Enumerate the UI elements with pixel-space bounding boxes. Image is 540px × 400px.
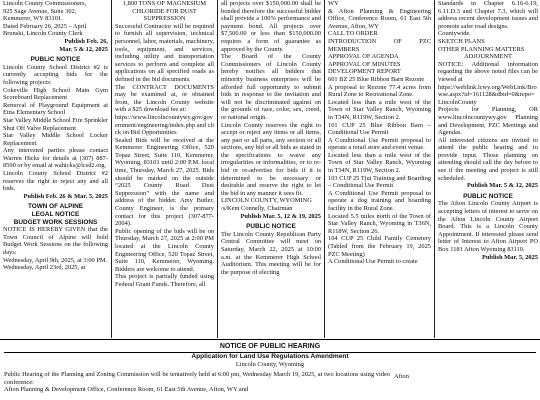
notice-paragraph: Standards in Chapter 6.16-6.19, 6.11.D.3 and Chapter 7.3, which will address recent development issues and promote safer road designs. — [438, 0, 538, 30]
notice-paragraph: Wednesday, April 23rd, 2025, at — [3, 264, 86, 272]
notice-subtitle: Application for Land Use Regulations Amendment — [191, 353, 349, 360]
notice-paragraph: Any interested parties please contact Warren Hicks for details at (307) 887-8590 or by email at wahicks@lcsd2.org. — [3, 147, 108, 170]
notice-paragraph: This project is partially funded using Federal Grant Funds. Therefore, all — [115, 273, 214, 288]
notice-paragraph: Afton Planning & Development Office, Conference Room, 61 East 5th Avenue, Afton, WY and — [4, 386, 249, 394]
publish-date: Publish Mar. 5, 12 & 19, 2025 — [240, 212, 321, 220]
notice-1-tail — [3, 0, 108, 53]
notice-heading: PUBLIC NOTICE — [463, 192, 513, 200]
website-link[interactable]: https://weblink.lcwy.org/WebLink/Browse.aspx?id=161128&dbid=0&repo=LincolnCounty — [438, 83, 537, 106]
project-item: Removal of Playground Equipment at Etna Elementary School — [3, 101, 108, 117]
notice-paragraph: A Conditional Use Permit to create — [328, 258, 418, 266]
website-link[interactable]: https://www.lincolncountywy.gov/government/engineering/index.php and click on Bid Opportunities — [115, 113, 214, 137]
notice-paragraph: Lincoln County School District #2 is currently accepting bids for the following projects: — [3, 63, 108, 86]
notice-paragraph: The Afton Lincoln County Airport is accepting letters of interest to serve on the Afton Lincoln County Airport Board. This is a Lincoln County Appointment. If interested please send letter of Interest to Afton Airport PO Box 1181 Afton Wyoming 83110. — [438, 200, 538, 253]
notice-paragraph: The Lincoln County Republican Party Central Committee will meet on Saturday, March 22, 2025 at 10:00 a.m. at the Kemmerer High School Auditorium. This meeting will be for the purpose of electing — [221, 230, 321, 276]
agenda-item: APPROVAL OF AGENDA — [328, 53, 399, 61]
agenda-item: INTRODUCTION OF PZC MEMBERS — [328, 37, 431, 53]
notice-subtitle-bar — [4, 352, 536, 361]
notice-body — [4, 371, 536, 394]
notice-paragraph: A Conditional Use Permit proposal to operate a retail store and event venue. — [328, 136, 431, 152]
notice-paragraph: Located 5.5 miles north of the Town of Star Valley Ranch, Wyoming in T36N, R118W, Section 26. — [328, 212, 431, 235]
text-line: Lincoln County Commissioners, — [3, 0, 87, 7]
notice-paragraph: & Afton Planning & Engineering Office, Conference Room, 61 East 5th Avenue, Afton, WY — [328, 7, 431, 30]
column-5 — [434, 0, 540, 338]
project-item: Star Valley Middle School Fire Sprinkler Shut Off Valve Replacement — [3, 116, 108, 132]
notice-paragraph: A proposal to Rezone 77.4 acres from Rural Zone to Recreational Zone. — [328, 83, 431, 99]
column-1 — [0, 0, 111, 338]
agenda-item: APPROVAL OF MINUTES — [328, 60, 401, 68]
notice-paragraph: 101 CUP 25 Blue Ribbon Barn – Conditional Use Permit — [328, 121, 431, 137]
notice-paragraph: NOTICE: Additional information regarding the above noted files can be viewed at — [438, 60, 538, 83]
project-title-line: SUPPRESSION — [143, 15, 186, 23]
notice-paragraph: 104 CUP 25 Child Family Cemetery (Tabled from the February 19, 2025 PZC Meeting) — [328, 235, 431, 258]
notice-paragraph: NOTICE IS HEREBY GIVEN that the Town Council of Alpine will hold Budget Work Sessions on the following days: — [3, 226, 108, 256]
notice-paragraph: 103 CUP 25 Tjui Training and Boarding – Conditional Use Permit — [328, 174, 431, 190]
project-title-line: 1,800 TONS OF MAGNESIUM — [122, 0, 207, 7]
publish-date: Publish Feb. 26 & Mar. 5, 2025 — [23, 192, 108, 200]
notice-paragraph: Wednesday, April 9th, 2025, at 3:00 PM. — [3, 256, 108, 264]
notice-paragraph: Projects for Planning, OR www.lincolncountywy.gov Planning and Development, PZC Meetings and Agendas. — [438, 106, 538, 137]
publish-date: Mar. 5 & 12, 2025 — [59, 45, 108, 53]
notice-side-text: Afton — [394, 373, 409, 380]
notice-heading: PUBLIC NOTICE — [246, 223, 296, 231]
text-line: Brunski, Lincoln County Clerk — [3, 30, 83, 38]
agenda-item: SKETCH PLANS — [438, 37, 485, 45]
section-rule — [0, 339, 540, 340]
text-line: Dated February 26, 2025 – April — [3, 22, 87, 30]
notice-heading: TOWN OF ALPINE — [27, 203, 84, 211]
notice-heading: PUBLIC NOTICE — [30, 56, 81, 64]
notice-paragraph: A Conditional Use Permit proposal to operate a dog training and boarding facility in the Rural Zone. — [328, 189, 431, 213]
column-2 — [111, 0, 217, 338]
notice-paragraph: The Board of the County Commissioners of Lincoln County hereby notifies all bidders that minority business enterprises will be afforded full opportunity to submit bids in response to the invitation and will not be discriminated against on the grounds of race, color, sex, creed, or national origin. — [221, 53, 321, 121]
publish-date: Publish Mar. 5 & 12, 2025 — [467, 182, 538, 190]
column-4 — [324, 0, 434, 338]
notice-heading: BUDGET WORK SESSIONS — [13, 218, 98, 226]
agenda-item: CALL TO ORDER — [328, 30, 378, 38]
notice-paragraph: The CONTRACT DOCUMENTS may be examined at, or obtained from, the Lincoln County website with a $25 download fee at: — [115, 83, 214, 114]
notice-paragraph: Public opening of the bids will be on Thursday, March 27, 2025 at 2:00 PM located at the Lincoln County Engineering Office, 520 Topaz Street, Suite 110, Kemmerer, Wyoming. Bidders are welcome to attend. — [115, 227, 214, 273]
project-item: Star Valley Middle School Locker Replacement — [3, 132, 108, 147]
notice-paragraph: Lincoln County reserves the right to accept or reject any items or all items, any part or all parts, any section or all sections, any bid or all bids as stated in the specifications to waive any irregularities or informalities, or to re-bid or re-advertise for bids if it is determined to be necessary or desirable and reserve the right to let the bid in any manner it sees fit. — [221, 121, 321, 197]
text-line: WY — [328, 0, 339, 7]
notice-heading: LEGAL NOTICE — [31, 211, 80, 219]
notice-paragraph: Located less than a mile west of the Town of Star Valley Ranch, Wyoming in T34N, R119W, Section 2. — [328, 151, 431, 175]
agenda-item: 601 BZ 25 Blue Ribbon Barn Rezone — [328, 75, 425, 83]
text-line: 925 Sage Avenue, Suite 302, — [3, 7, 77, 15]
text-line: Kemmerer, WY 83101. — [3, 15, 63, 23]
notice-paragraph: Successful Contractor will be required to furnish all supervision, technical personnel, labor, materials, machinery, tools, equipment, and services, including utility and transportation services to perform and complete all applications on all specified roads as defined in the bid documents. — [115, 22, 214, 83]
notice-paragraph: Countywide. — [438, 30, 471, 38]
public-hearing-notice — [0, 342, 540, 400]
notice-paragraph: All interested citizens are invited to attend the public hearing and to provide input. Those planning on attending should call the day before to see if the meeting and project is still scheduled. — [438, 136, 538, 182]
signature-line: /s/Kent Connelly, Chairman — [221, 205, 293, 213]
notice-paragraph: Lincoln County School District #2 reserves the right to reject any and all bids. — [3, 170, 108, 193]
column-3 — [217, 0, 324, 338]
notice-paragraph: all projects over $150,000.00 shall be bonded therefore the successful bidder shall provide a 100% performance and payment bond. All projects over $7,500.00 or less than $150,000.00 requires a form of guarantee as approved by the County. — [221, 0, 321, 53]
project-item: Cokeville High School Main Gym Scoreboard Replacement — [3, 86, 108, 102]
agenda-item: ADJOURNMENT — [464, 53, 512, 61]
publish-date: Publish Mar. 5, 2025 — [481, 253, 538, 261]
agenda-item: OTHER PLANNING MATTERS — [438, 45, 525, 53]
notice-county: Lincoln County, Wyoming — [235, 361, 305, 368]
project-title-line: CHLORIDE FOR DUST — [132, 7, 197, 15]
publish-date: Publish Feb. 26, — [64, 37, 108, 45]
signature-line: LINCOLN COUNTY, WYOMING — [221, 197, 312, 205]
notice-title: NOTICE OF PUBLIC HEARING — [219, 343, 321, 350]
notice-paragraph: Located less than a mile west of the Town of Star Valley Ranch, Wyoming in T34N, R119W, Section 2. — [328, 98, 431, 121]
agenda-item: DEVELOPMENT REPORT — [328, 68, 401, 76]
notice-paragraph: Sealed Bids will be received at the Kemmerer Engineering Office, 520 Topaz Street, Suite 110, Kemmerer, Wyoming, 83101 until 2:00 P.M. local time, Thursday, March 27, 2025. Bids should be marked on the outside “2025 County Road Dust Suppression” with the name and address of the bidder. Amy Butler, County Engineer, is the primary contact for this project (307-877-2004). — [115, 136, 214, 228]
notice-paragraph: Public Hearing of the Planning and Zoning Commission will be tentatively held at 6:00 pm, Wednesday March 19, 2025, at two locations using video conference: — [4, 371, 390, 386]
